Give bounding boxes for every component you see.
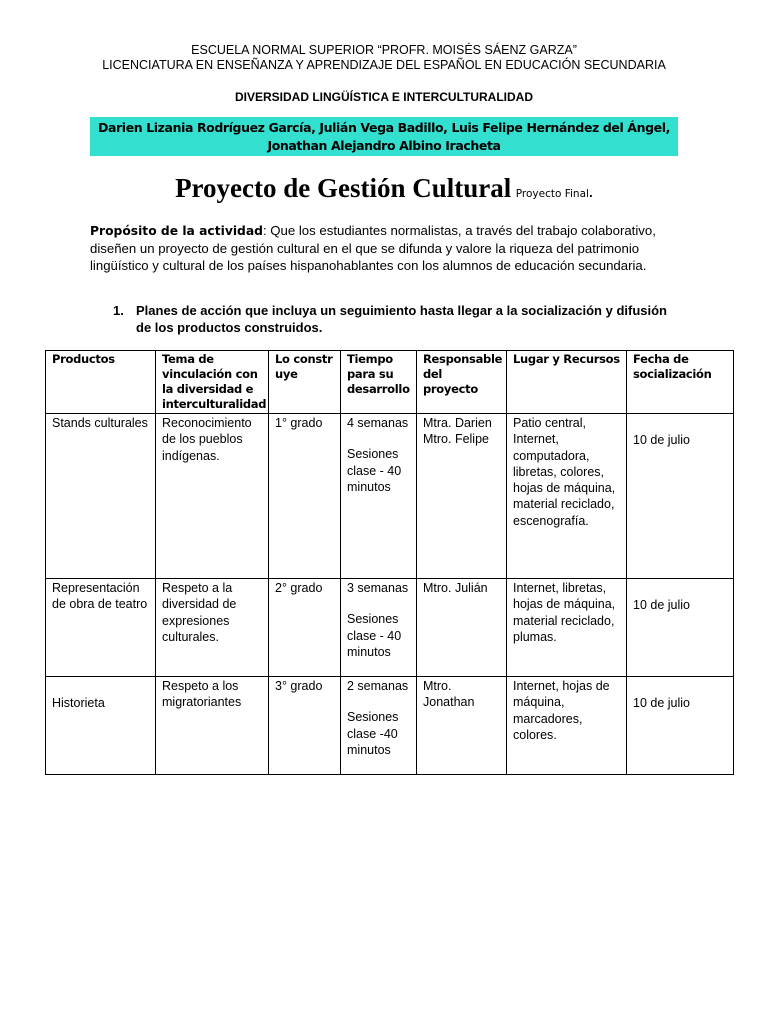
cell-producto: Historieta xyxy=(46,677,156,775)
title-subtitle: Proyecto Final xyxy=(515,188,589,200)
header-construye: Lo construye xyxy=(269,351,341,414)
cell-tiempo xyxy=(341,414,417,579)
cell-responsable: Mtro. Julián xyxy=(417,579,507,677)
purpose-label: Propósito de la actividad xyxy=(90,224,263,238)
page-title xyxy=(0,173,768,204)
cell-tiempo-sessions: Sesiones clase - 40 minutos xyxy=(347,612,402,659)
purpose-text: : Que los estudiantes normalistas, a través del trabajo colaborativo, diseñen un proyecto de gestión cultural en el que se difunda y valore la riqueza del patrimonio lingüístico y cultural de los países hispanohablantes con los alumnos de educación secundaria. xyxy=(90,223,656,273)
header-lugar: Lugar y Recursos xyxy=(507,351,627,414)
action-plan-table xyxy=(45,350,734,775)
header-tema: Tema de vinculación con la diversidad e interculturalidad xyxy=(156,351,269,414)
cell-fecha: 10 de julio xyxy=(627,677,734,775)
header-responsable: Responsable del proyecto xyxy=(417,351,507,414)
cell-tema: Respeto a la diversidad de expresiones culturales. xyxy=(156,579,269,677)
table-row xyxy=(46,414,734,579)
table-row xyxy=(46,677,734,775)
degree-name: LICENCIATURA EN ENSEÑANZA Y APRENDIZAJE DEL ESPAÑOL EN EDUCACIÓN SECUNDARIA xyxy=(102,58,666,72)
cell-tiempo-sessions: Sesiones clase -40 minutos xyxy=(347,710,399,757)
cell-producto: Stands culturales xyxy=(46,414,156,579)
cell-producto: Representación de obra de teatro xyxy=(46,579,156,677)
purpose-paragraph xyxy=(90,222,682,274)
header-block xyxy=(0,43,768,73)
cell-fecha: 10 de julio xyxy=(627,414,734,579)
title-period: . xyxy=(588,188,593,200)
plan-text: Planes de acción que incluya un seguimiento hasta llegar a la socialización y difusión de los productos construidos. xyxy=(136,303,667,335)
header-tiempo: Tiempo para su desarrollo xyxy=(341,351,417,414)
cell-tiempo xyxy=(341,579,417,677)
cell-lugar: Internet, hojas de máquina, marcadores, colores. xyxy=(507,677,627,775)
course-name: DIVERSIDAD LINGÜÍSTICA E INTERCULTURALIDAD xyxy=(235,90,533,104)
cell-tiempo-duration: 2 semanas xyxy=(347,679,409,693)
cell-tiempo-duration: 4 semanas xyxy=(347,416,409,430)
cell-construye: 1° grado xyxy=(269,414,341,579)
header-fecha: Fecha de socialización xyxy=(627,351,734,414)
cell-construye: 2° grado xyxy=(269,579,341,677)
cell-responsable: Mtra. Darien Mtro. Felipe xyxy=(417,414,507,579)
school-name: ESCUELA NORMAL SUPERIOR “PROFR. MOISÉS SÁENZ GARZA” xyxy=(191,43,577,57)
plan-number: 1. xyxy=(113,303,124,318)
plan-list-item xyxy=(113,302,673,336)
title-main: Proyecto de Gestión Cultural xyxy=(175,173,512,203)
cell-tiempo-sessions: Sesiones clase - 40 minutos xyxy=(347,447,402,494)
cell-construye: 3° grado xyxy=(269,677,341,775)
table-row xyxy=(46,579,734,677)
cell-responsable: Mtro. Jonathan xyxy=(417,677,507,775)
cell-lugar: Internet, libretas, hojas de máquina, material reciclado, plumas. xyxy=(507,579,627,677)
cell-tiempo-duration: 3 semanas xyxy=(347,581,409,595)
cell-lugar: Patio central, Internet, computadora, libretas, colores, hojas de máquina, material reciclado, escenografía. xyxy=(507,414,627,579)
header-productos: Productos xyxy=(46,351,156,414)
cell-tiempo xyxy=(341,677,417,775)
cell-tema: Respeto a los migratoriantes xyxy=(156,677,269,775)
authors-highlight: Darien Lizania Rodríguez García, Julián Vega Badillo, Luis Felipe Hernández del Ángel, Jonathan Alejandro Albino Iracheta xyxy=(90,117,678,156)
cell-tema: Reconocimiento de los pueblos indígenas. xyxy=(156,414,269,579)
cell-fecha: 10 de julio xyxy=(627,579,734,677)
table-header-row xyxy=(46,351,734,414)
